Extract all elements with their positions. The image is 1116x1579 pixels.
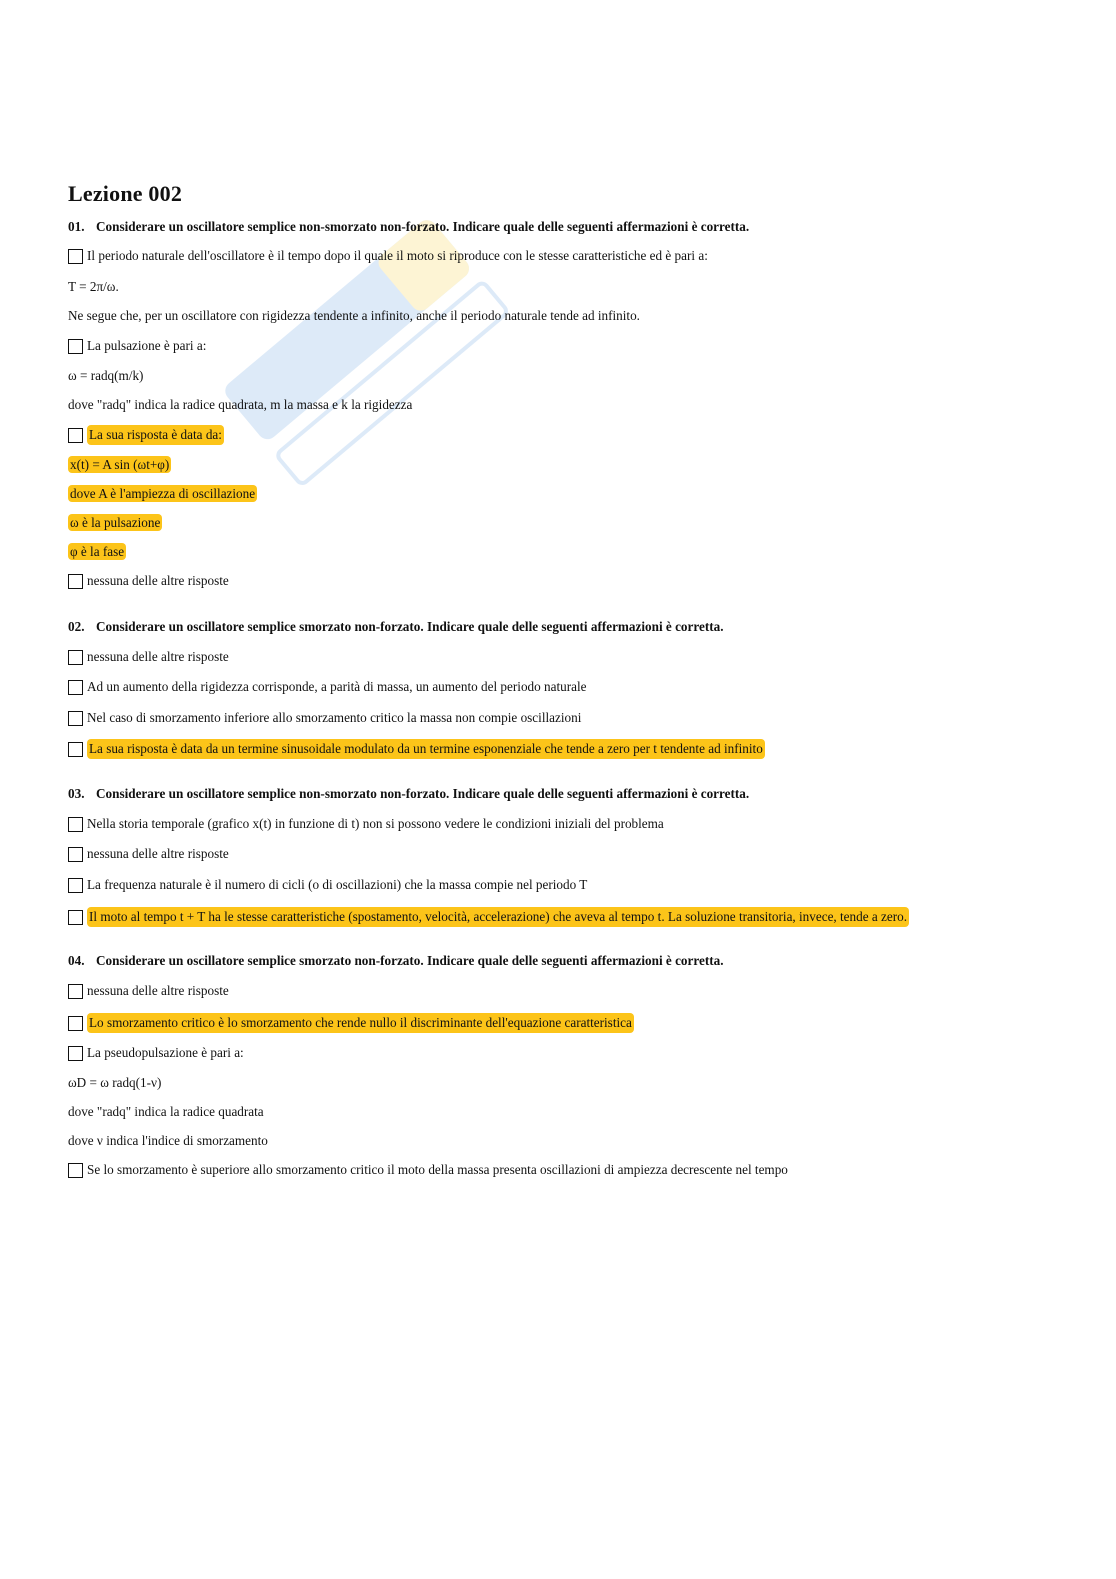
answer-checkbox[interactable]: [68, 249, 83, 264]
option-text: La pulsazione è pari a:: [87, 338, 207, 353]
option-text-line: Ne segue che, per un oscillatore con rigidezza tendente a infinito, anche il periodo naturale tende ad infinito.: [68, 308, 640, 323]
question-2-option-2[interactable]: [68, 678, 586, 696]
question-4-option-4[interactable]: [68, 1161, 788, 1179]
question-number: 04.: [68, 953, 85, 968]
option-text: Nel caso di smorzamento inferiore allo smorzamento critico la massa non compie oscillazioni: [87, 710, 582, 725]
highlighted-answer-line: x(t) = A sin (ωt+φ): [70, 457, 170, 472]
option-text: Se lo smorzamento è superiore allo smorzamento critico il moto della massa presenta oscillazioni di ampiezza decrescente nel tempo: [87, 1162, 788, 1177]
question-4-heading: [68, 952, 724, 970]
question-2-option-1[interactable]: [68, 648, 229, 666]
question-text: Considerare un oscillatore semplice smorzato non-forzato. Indicare quale delle seguenti affermazioni è corretta.: [96, 953, 724, 968]
answer-checkbox[interactable]: [68, 910, 83, 925]
highlighted-answer-text: La sua risposta è data da un termine sinusoidale modulato da un termine esponenziale che tende a zero per t tendente ad infinito: [87, 739, 765, 759]
answer-checkbox[interactable]: [68, 339, 83, 354]
question-3-option-2[interactable]: [68, 845, 229, 863]
highlighted-answer-line: ω è la pulsazione: [70, 515, 161, 530]
question-1-option-3[interactable]: [68, 425, 224, 445]
question-1-option-1[interactable]: [68, 247, 708, 265]
answer-checkbox[interactable]: [68, 1163, 83, 1178]
question-3-option-4[interactable]: [68, 907, 909, 927]
question-number: 01.: [68, 219, 85, 234]
question-1-heading: [68, 218, 749, 236]
question-text: Considerare un oscillatore semplice non-smorzato non-forzato. Indicare quale delle seguenti affermazioni è corretta.: [96, 786, 750, 801]
question-3-heading: [68, 785, 749, 803]
answer-checkbox[interactable]: [68, 650, 83, 665]
highlighted-answer-text: La sua risposta è data da:: [87, 425, 224, 445]
question-number: 02.: [68, 619, 85, 634]
option-text-line: dove "radq" indica la radice quadrata: [68, 1104, 264, 1119]
question-number: 03.: [68, 786, 85, 801]
highlighted-answer-text: Il moto al tempo t + T ha le stesse caratteristiche (spostamento, velocità, accelerazione) che aveva al tempo t. La soluzione transitoria, invece, tende a zero.: [87, 907, 909, 927]
option-text: nessuna delle altre risposte: [87, 649, 229, 664]
option-text-line: ωD = ω radq(1-ν): [68, 1075, 162, 1090]
answer-checkbox[interactable]: [68, 878, 83, 893]
answer-checkbox[interactable]: [68, 428, 83, 443]
option-text: Ad un aumento della rigidezza corrisponde, a parità di massa, un aumento del periodo naturale: [87, 679, 587, 694]
question-4-option-3[interactable]: [68, 1044, 244, 1062]
option-text: nessuna delle altre risposte: [87, 573, 229, 588]
question-3-option-3[interactable]: [68, 876, 587, 894]
option-text-line: ω = radq(m/k): [68, 368, 144, 383]
question-1-option-4[interactable]: [68, 572, 229, 590]
answer-checkbox[interactable]: [68, 847, 83, 862]
question-2-option-4[interactable]: [68, 739, 765, 759]
question-text: Considerare un oscillatore semplice smorzato non-forzato. Indicare quale delle seguenti affermazioni è corretta.: [96, 619, 724, 634]
option-text: Il periodo naturale dell'oscillatore è il tempo dopo il quale il moto si riproduce con le stesse caratteristiche ed è pari a:: [87, 248, 708, 263]
question-2-option-3[interactable]: [68, 709, 581, 727]
answer-checkbox[interactable]: [68, 1016, 83, 1031]
lesson-title: Lezione 002: [68, 181, 183, 206]
answer-checkbox[interactable]: [68, 817, 83, 832]
answer-checkbox[interactable]: [68, 984, 83, 999]
option-text: nessuna delle altre risposte: [87, 983, 229, 998]
question-1-option-2[interactable]: [68, 337, 206, 355]
answer-checkbox[interactable]: [68, 742, 83, 757]
highlighted-answer-line: dove A è l'ampiezza di oscillazione: [70, 486, 256, 501]
question-text: Considerare un oscillatore semplice non-smorzato non-forzato. Indicare quale delle seguenti affermazioni è corretta.: [96, 219, 750, 234]
option-text-line: T = 2π/ω.: [68, 279, 119, 294]
option-text: nessuna delle altre risposte: [87, 846, 229, 861]
answer-checkbox[interactable]: [68, 711, 83, 726]
answer-checkbox[interactable]: [68, 680, 83, 695]
option-text-line: dove ν indica l'indice di smorzamento: [68, 1133, 268, 1148]
answer-checkbox[interactable]: [68, 1046, 83, 1061]
question-4-option-1[interactable]: [68, 982, 229, 1000]
highlighted-answer-line: φ è la fase: [70, 544, 125, 559]
option-text: La pseudopulsazione è pari a:: [87, 1045, 244, 1060]
question-2-heading: [68, 618, 724, 636]
question-4-option-2[interactable]: [68, 1013, 634, 1033]
option-text-line: dove "radq" indica la radice quadrata, m la massa e k la rigidezza: [68, 397, 413, 412]
question-3-option-1[interactable]: [68, 815, 664, 833]
answer-checkbox[interactable]: [68, 574, 83, 589]
option-text: La frequenza naturale è il numero di cicli (o di oscillazioni) che la massa compie nel periodo T: [87, 877, 588, 892]
highlighted-answer-text: Lo smorzamento critico è lo smorzamento che rende nullo il discriminante dell'equazione caratteristica: [87, 1013, 634, 1033]
option-text: Nella storia temporale (grafico x(t) in funzione di t) non si possono vedere le condizioni iniziali del problema: [87, 816, 664, 831]
